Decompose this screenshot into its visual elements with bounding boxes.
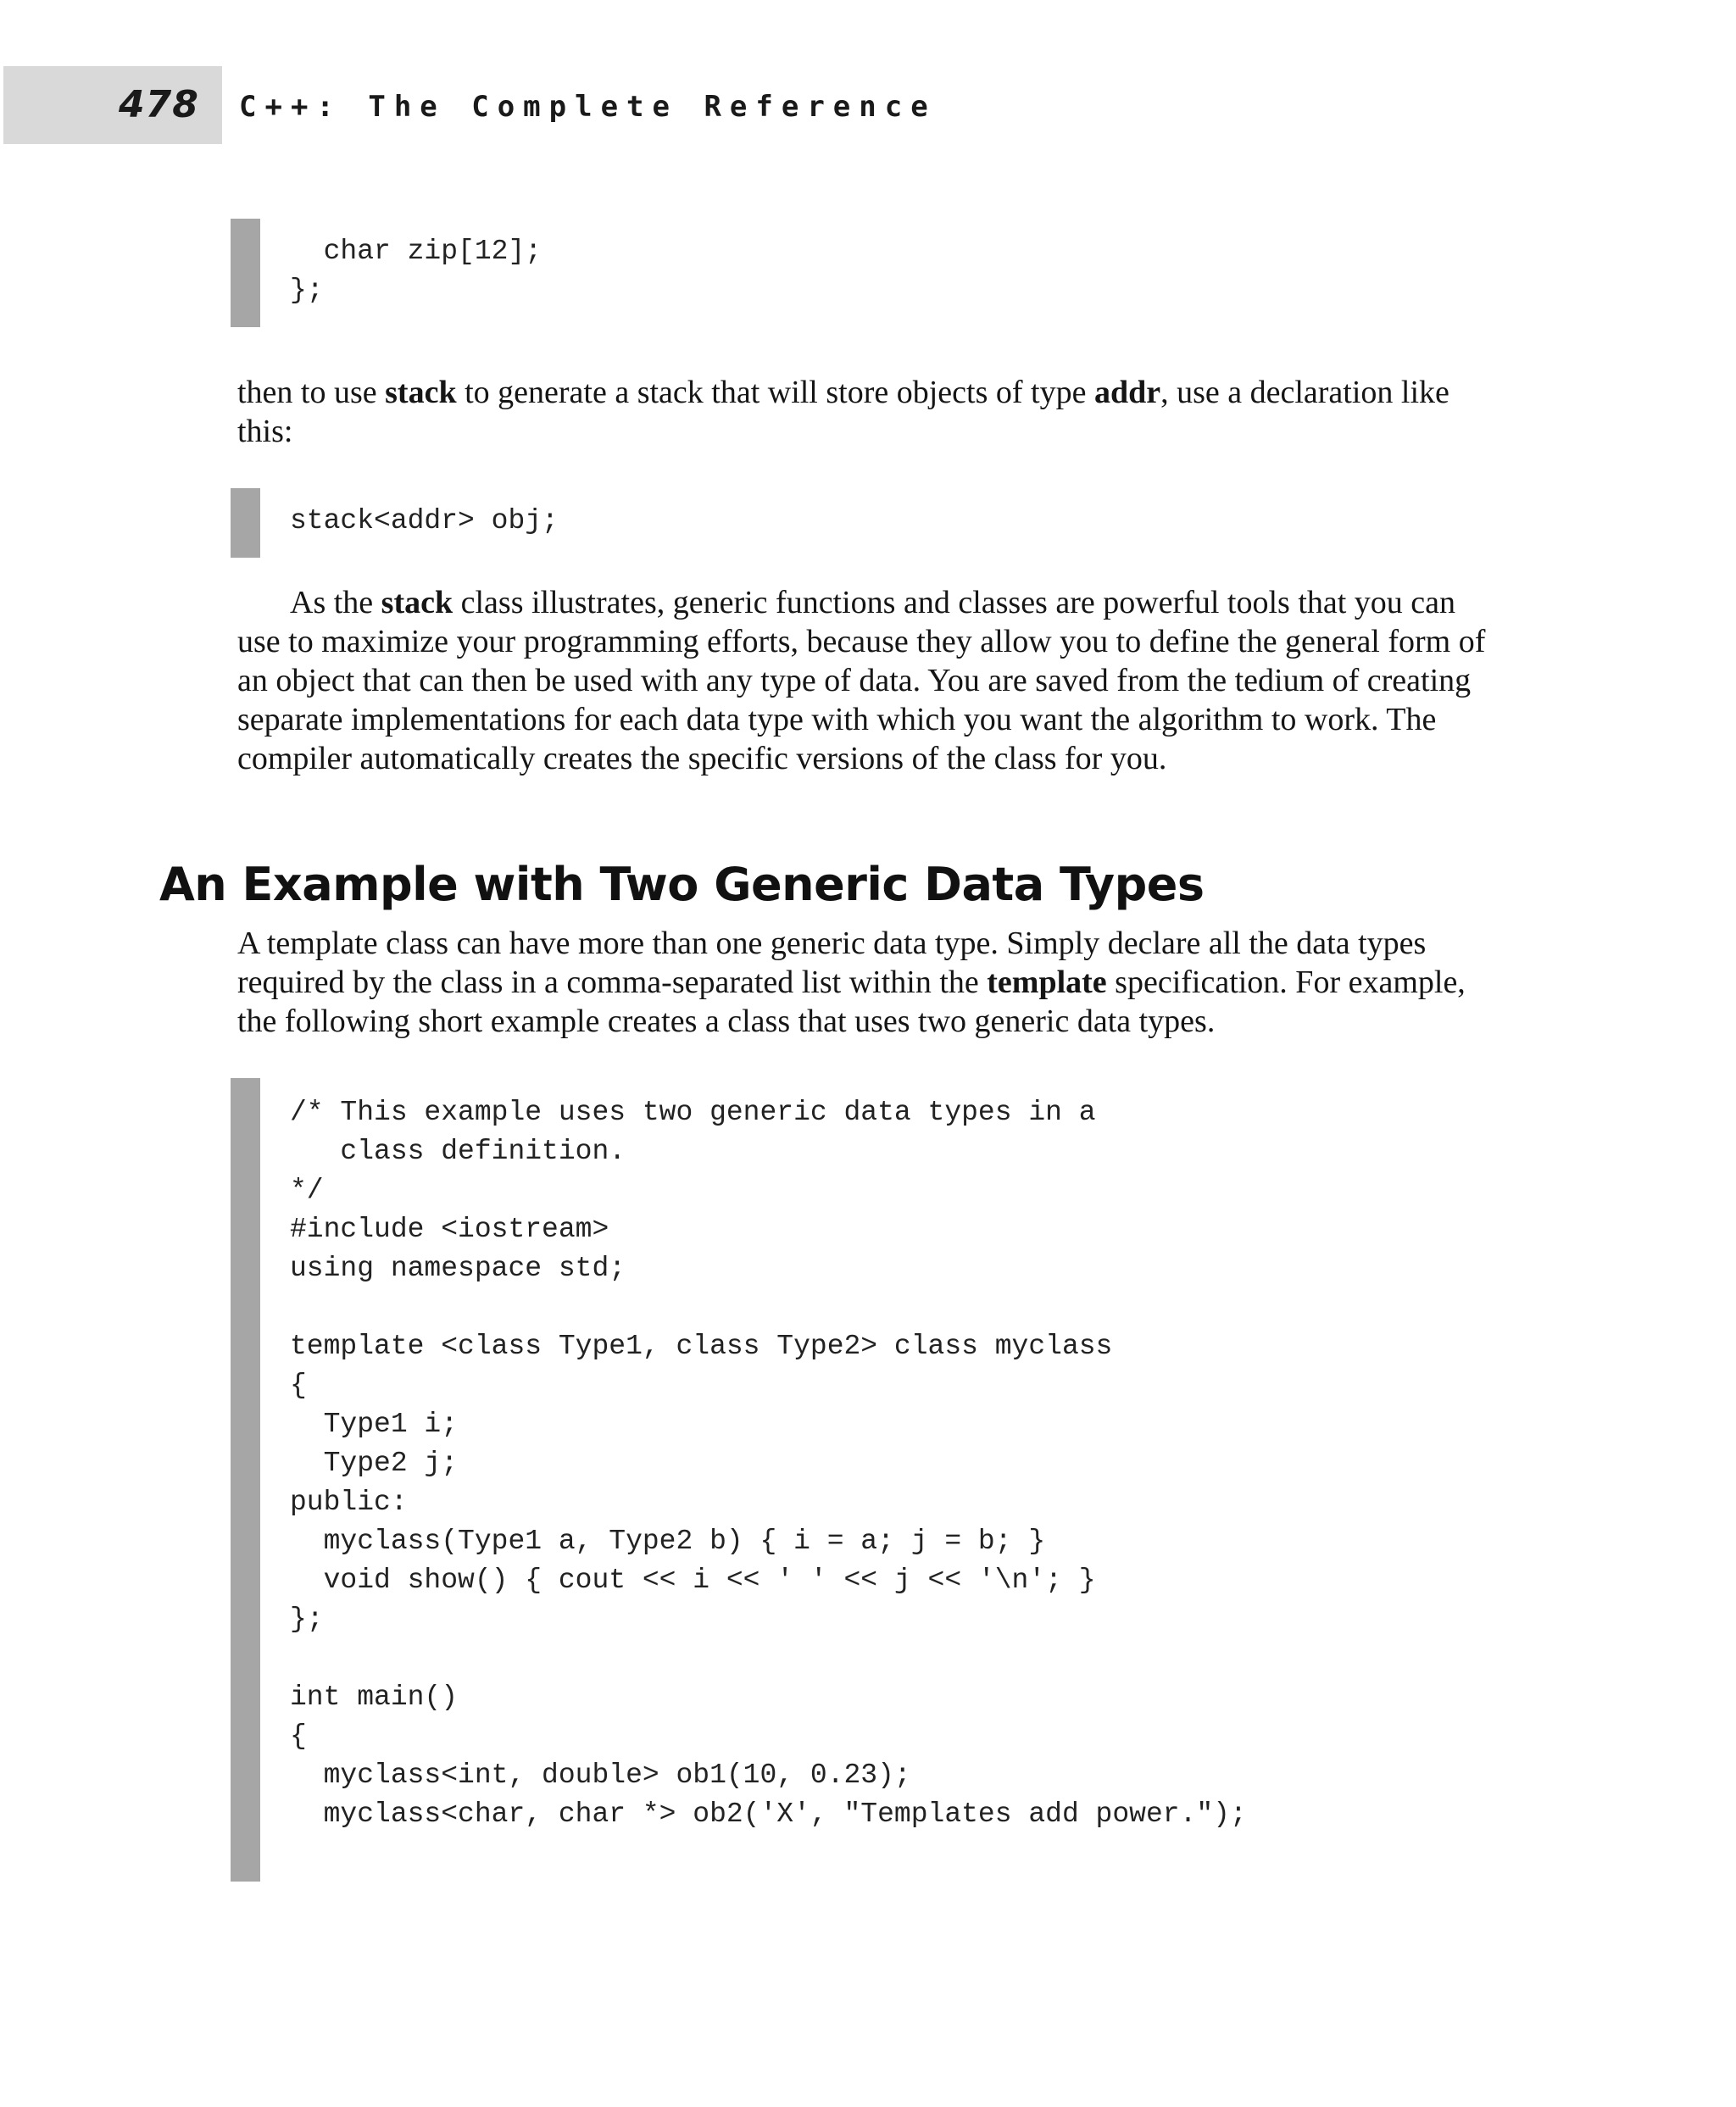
code-term-template: template	[987, 965, 1107, 1000]
page-number: 478	[119, 83, 199, 126]
paragraph-2	[237, 583, 1492, 778]
running-title: C++: The Complete Reference	[239, 90, 937, 124]
code-bar	[231, 488, 260, 558]
text-run: class illustrates, generic functions and classes are powerful tools that you can use to maximize your programming efforts, because they allow you to define the general form of an object that can then be used with any type of data. You are saved from the tedium of creating separate implementations for each data type with which you want the algorithm to work. The compiler automatically creates the specific versions of the class for you.	[237, 585, 1486, 776]
code-term-addr: addr	[1093, 375, 1161, 410]
code-term-stack: stack	[385, 375, 457, 410]
code-bar	[231, 1078, 260, 1882]
text-run: , use a declaration like this:	[237, 375, 1449, 449]
section-heading: An Example with Two Generic Data Types	[159, 858, 1205, 911]
text-run: to generate a stack that will store objects of type	[456, 375, 1094, 410]
text-run: As the	[290, 585, 381, 620]
text-run: specification. For example, the following short example creates a class that uses two generic data types.	[237, 965, 1466, 1039]
text-run: A template class can have more than one generic data type. Simply declare all the data types required by the class in a comma-separated list within the	[237, 926, 1427, 1000]
text-run: then to use	[237, 375, 386, 410]
code-text: char zip[12]; };	[290, 236, 542, 306]
paragraph-3	[237, 924, 1492, 1041]
paragraph-1	[237, 373, 1492, 451]
code-term-stack: stack	[381, 585, 453, 620]
code-text: stack<addr> obj;	[290, 505, 559, 536]
code-bar	[231, 219, 260, 327]
code-text: /* This example uses two generic data types in a class definition. */ #include <iostream> using namespace std; template <class Type1, class Type2> class myclass { Type1 i; Type2 j; public: myclass(Type1 a, Type2 b) { i = a; j = b; } void show() { cout << i << ' ' << j << '\n'; } }; int main() { myclass<int, double> ob1(10, 0.23); myclass<char, char *> ob2('X', "Templates add power.");	[290, 1097, 1247, 1830]
